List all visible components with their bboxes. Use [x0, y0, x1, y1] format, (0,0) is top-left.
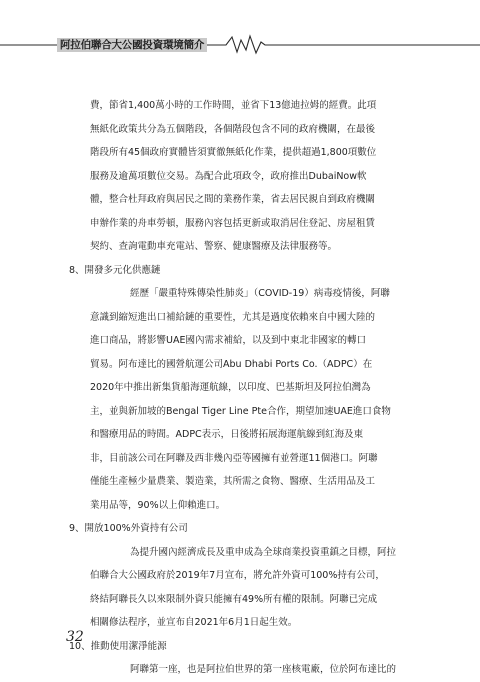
text-line: 終結阿聯長久以來限制外資只能擁有49%所有權的限制。阿聯已完成 [90, 593, 378, 605]
page-number: 32 [66, 629, 84, 645]
text-line: 和醫療用品的時間。ADPC表示，日後將拓展海運航線到紅海及東 [90, 429, 364, 440]
text-line: 契約、查詢電動車充電站、警察、健康醫療及法律服務等。 [90, 241, 338, 252]
text-line: 階段所有45個政府實體皆須實徹無紙化作業，提供超過1,800項數位 [90, 147, 377, 158]
section-heading: 10、推動使用潔淨能源 [69, 640, 167, 652]
text-line: 服務及逾萬項數位交易。為配合此項政令，政府推出DubaiNow軟 [90, 170, 367, 182]
text-line: 貿易。阿布達比的國營航運公司Abu Dhabi Ports Co.（ADPC）在 [90, 358, 373, 370]
paragraph [90, 658, 420, 682]
text-line: 經歷「嚴重特殊傳染性肺炎」（COVID-19）病毒疫情後，阿聯 [130, 288, 390, 299]
section-heading: 8、開發多元化供應鏈 [69, 264, 161, 276]
text-line: 主，並與新加坡的Bengal Tiger Line Pte合作，期望加速UAE進口食物 [90, 405, 391, 417]
paragraph [90, 94, 420, 259]
paragraph [90, 541, 420, 635]
text-line: 體，整合杜拜政府與居民之間的業務作業，省去居民親自到政府機關 [90, 194, 376, 205]
text-line: 進口商品，將影響UAE國內需求補給，以及到中東北非國家的轉口 [90, 335, 366, 346]
running-header [0, 34, 480, 56]
text-line: 費，節省1,400萬小時的工作時間，並省下13億迪拉姆的經費。此項 [90, 100, 377, 111]
text-line: 阿聯第一座，也是阿拉伯世界的第一座核電廠，位於阿布達比的 [130, 664, 397, 675]
text-line: 伯聯合大公國政府於2019年7月宣布，將允許外資可100%持有公司， [90, 570, 385, 581]
text-line: 僅能生產極少量農業、製造業，其所需之食物、醫療、生活用品及工 [90, 476, 376, 487]
text-line: 意識到縮短進出口補給鏈的重要性，尤其是過度依賴來自中國大陸的 [90, 311, 376, 323]
paragraph [90, 282, 420, 517]
text-line: 2020年中推出新集貨船海運航線，以印度、巴基斯坦及阿拉伯灣為 [90, 382, 371, 393]
text-line: 無紙化政策共分為五個階段，各個階段包含不同的政府機關，在最後 [90, 123, 376, 135]
text-line: 為提升國內經濟成長及重申成為全球商業投資重鎮之目標，阿拉 [130, 546, 397, 558]
section-heading: 9、開放100%外資持有公司 [69, 523, 188, 534]
header-title: 阿拉伯聯合大公國投資環境簡介 [57, 38, 207, 52]
text-line: 非，目前該公司在阿聯及西非幾內亞等國擁有並營運11個港口。阿聯 [90, 452, 378, 464]
text-line: 業用品等，90%以上仰賴進口。 [90, 499, 226, 511]
text-line: 申辦作業的舟車勞頓，服務內容包括更新或取消居住登記、房屋租賃 [90, 217, 376, 229]
text-line: 相關修法程序，並宣布自2021年6月1日起生效。 [90, 617, 298, 628]
